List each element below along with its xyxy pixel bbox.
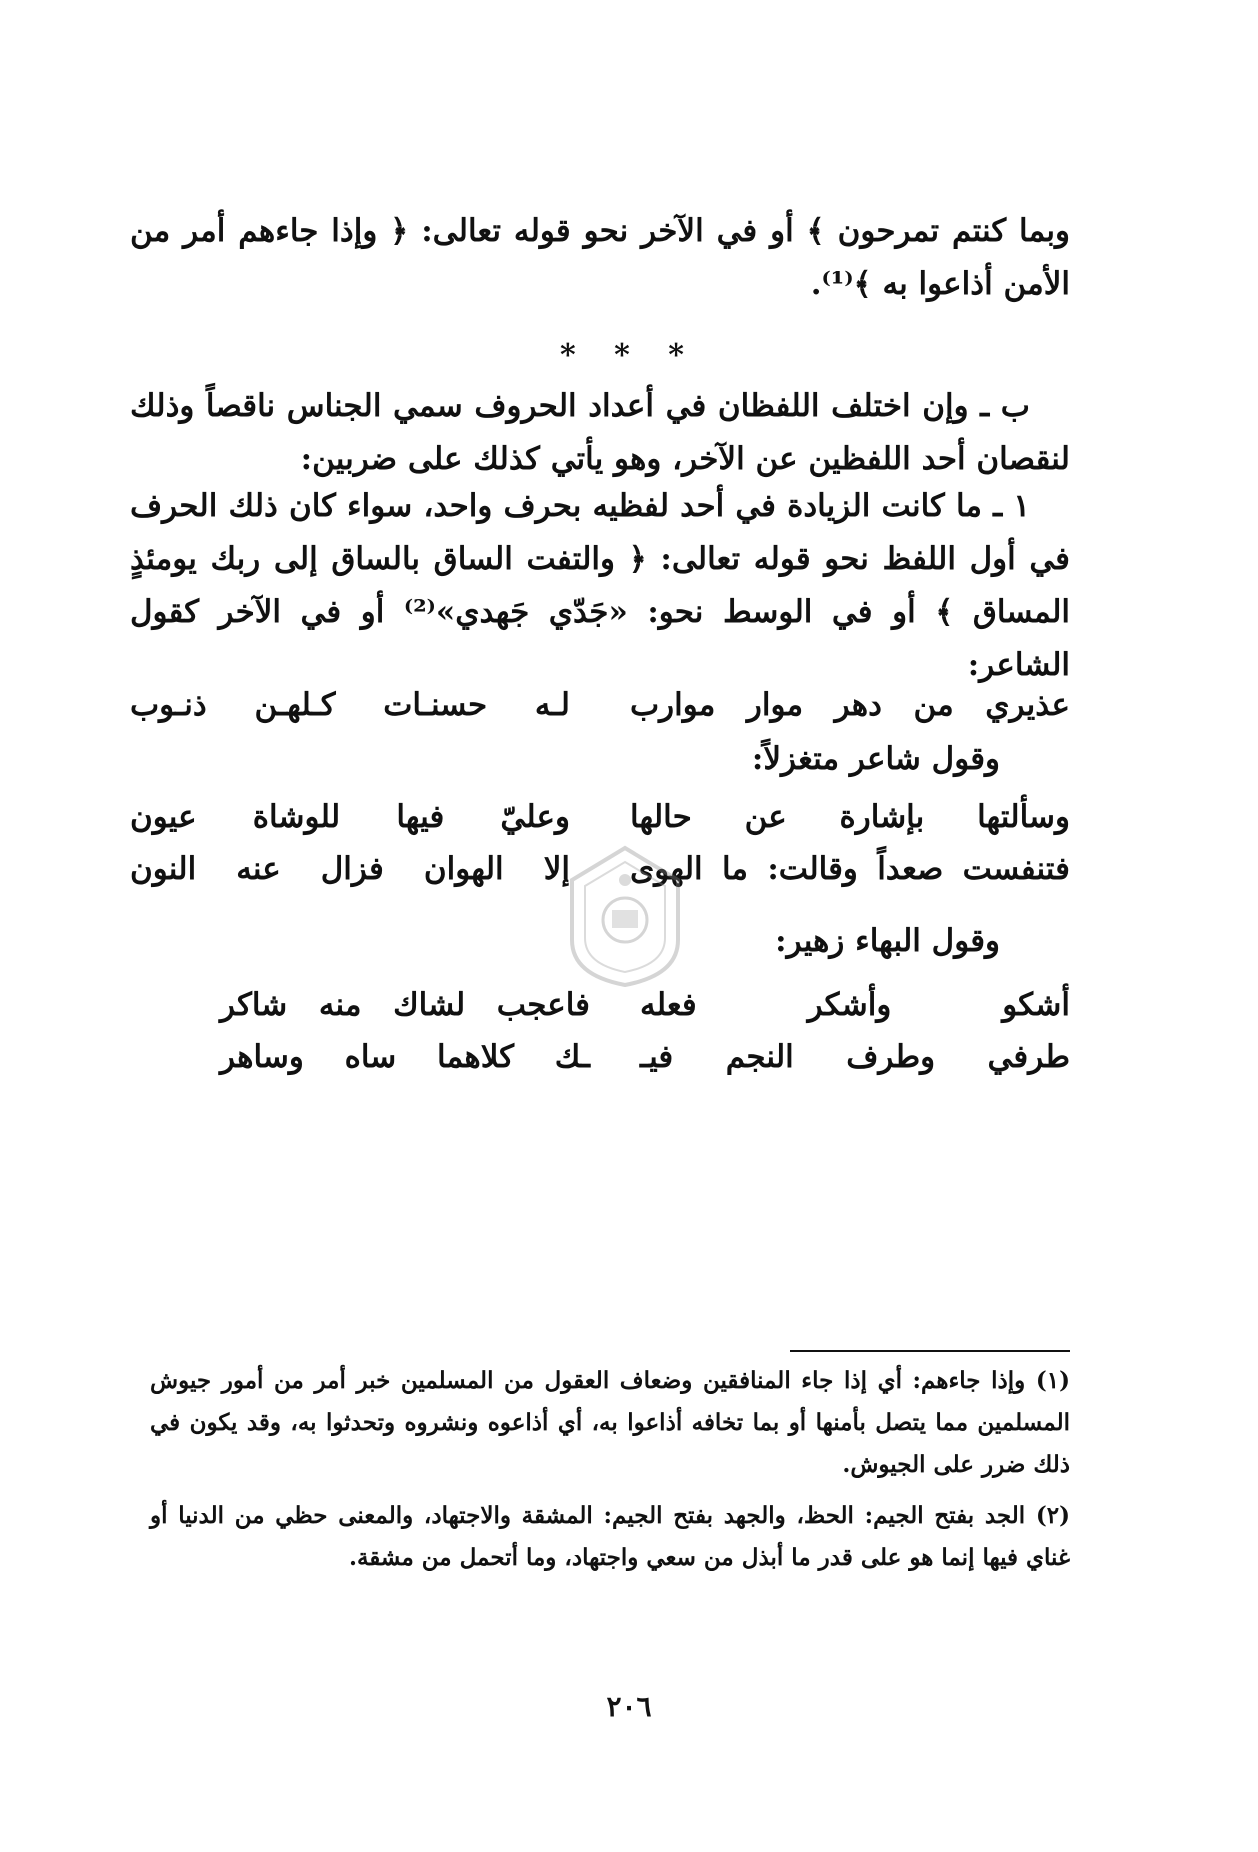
section-separator: * * * bbox=[560, 338, 698, 373]
intro-2: وقول شاعر متغزلاً: bbox=[751, 741, 1000, 777]
paragraph-3-text: ١ ـ ما كانت الزيادة في أحد لفظيه بحرف واحد، سواء كان ذلك الحرف في أول اللفظ نحو قوله تعالى: ﴿ والتفت الساق بالساق إلى ربك يومئذٍ المساق ﴾ أو في الوسط نحو: «جَدّي جَهدي»⁽²⁾ أو في الآخر كقول الشاعر: bbox=[130, 488, 1070, 683]
verse-2-line-1-first-hemistich: وسألتها بإشارة عن حالها bbox=[630, 799, 1070, 835]
paragraph-2 bbox=[130, 380, 1070, 486]
verse-2-line-2-first-hemistich: فتنفست صعداً وقالت: ما الهوى bbox=[630, 851, 1070, 887]
verse-2-line-1-second-hemistich: وعليّ فيها للوشاة عيون bbox=[130, 799, 570, 835]
verse-1-second-hemistich: لـه حسنـات كـلهـن ذنـوب bbox=[130, 687, 570, 723]
verse-3-line-2-first-hemistich: طرفي وطرف النجم فيـ bbox=[640, 1039, 1070, 1075]
intro-3: وقول البهاء زهير: bbox=[775, 923, 1000, 959]
page-number: ٢٠٦ bbox=[606, 1690, 652, 1723]
verse-2-line-2-second-hemistich: إلا الهوان فزال عنه النون bbox=[130, 851, 570, 887]
paragraph-3 bbox=[130, 480, 1070, 692]
footnote-1: (١) وإذا جاءهم: أي إذا جاء المنافقين وضعاف العقول من المسلمين خبر أمر من أمور جيوش المسلمين مما يتصل بأمنها أو بما تخافه أذاعوا به، أي أذاعوه ونشروه وتحدثوا به، وقد يكون في ذلك ضرر على الجيوش. bbox=[150, 1367, 1070, 1478]
verse-3-line-1-second-hemistich: فاعجب لشاك منه شاكر bbox=[220, 987, 590, 1023]
footnote-2: (٢) الجد بفتح الجيم: الحظ، والجهد بفتح الجيم: المشقة والاجتهاد، والمعنى حظي من الدنيا أو غناي فيها إنما هو على قدر ما أبذل من سعي واجتهاد، وما أتحمل من مشقة. bbox=[150, 1502, 1070, 1571]
verse-1 bbox=[130, 680, 1070, 730]
seal-watermark-icon bbox=[560, 840, 690, 990]
paragraph-1-text: وبما كنتم تمرحون ﴾ أو في الآخر نحو قوله تعالى: ﴿ وإذا جاءهم أمر من الأمن أذاعوا به ﴾⁽¹⁾. bbox=[130, 213, 1070, 302]
verse-3-line-2 bbox=[130, 1032, 1070, 1082]
verse-1-first-hemistich: عذيري من دهر موار موارب bbox=[630, 687, 1070, 723]
verse-2-line-1 bbox=[130, 792, 1070, 842]
paragraph-1 bbox=[130, 205, 1070, 311]
verse-3-line-1-first-hemistich: أشكو وأشكر فعله bbox=[640, 987, 1070, 1023]
footnote-divider bbox=[790, 1350, 1070, 1352]
verse-3-line-2-second-hemistich: ـك كلاهما ساه وساهر bbox=[220, 1039, 590, 1075]
paragraph-2-text: ب ـ وإن اختلف اللفظان في أعداد الحروف سمي الجناس ناقصاً وذلك لنقصان أحد اللفظين عن الآخر، وهو يأتي كذلك على ضربين: bbox=[130, 388, 1070, 477]
